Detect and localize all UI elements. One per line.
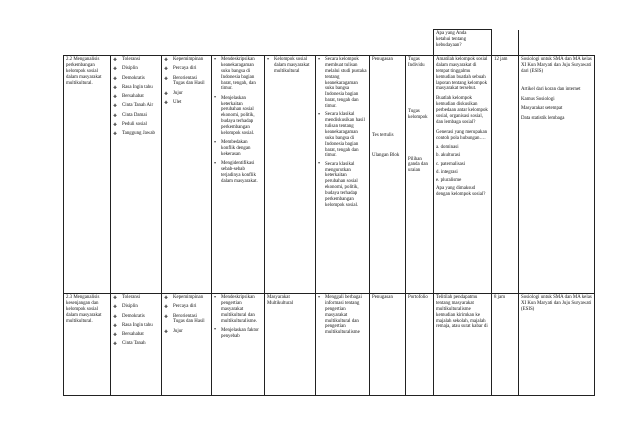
source-cell (519, 56, 595, 294)
option-item: e. pluralisme (436, 177, 462, 183)
competency-cell: 2.2 Menganalisis perkembangan kelompok sosial dalam masyarakat multikultural. (64, 56, 111, 294)
list-item: ❖ Disiplin (113, 304, 159, 310)
list-item: ❖ Berorientasi Tugas dan Hasil (164, 314, 209, 326)
form-item: Pilihan ganda dan uraian (408, 156, 428, 174)
source-item: Kamus Sosiologi (521, 96, 555, 102)
material-list (267, 57, 313, 75)
instrument-cell: Telitilah pendapatmu tentang masyarakat multikulturalisme kemudian kirimkan ke majalah sekolah, majalah remaja, atau surat kabar di (434, 294, 492, 396)
activity-cell (316, 56, 370, 294)
entrepreneur-values-cell (162, 56, 212, 294)
values-list (113, 295, 159, 347)
list-item: ❖ Rasa Ingin tahu (113, 85, 159, 91)
time-cell: 12 jam (492, 56, 519, 294)
instrument-text: Buatlah kelompok kemudian diskusikan perbedaan antar kelompok sosial, organisasi sosial, dan lembaga sosial? (436, 96, 488, 125)
list-item: • Menjelaskan keterkaitan perubahan sosial ekonomi, politik, budaya terhadap perkembangan kelompok sosial. (214, 96, 262, 137)
activity-list (318, 57, 367, 209)
form-cell (406, 56, 434, 294)
activity-list (318, 295, 367, 336)
list-item: ❖ Percaya diri (164, 304, 209, 310)
syllabus-table (63, 29, 595, 396)
list-item: • Menjelaskan faktor penyebab (214, 328, 262, 340)
indicator-cell (212, 294, 265, 396)
instrument-text: Amatilah kelompok sosial dalam masyarakat di tempat tinggalmu kemudian buatlah sebuah laporan tentang kelompok masyarakat tersebut. (436, 57, 488, 92)
entrepreneur-list (164, 57, 209, 106)
technique-cell (370, 56, 406, 294)
list-item: • Secara klasikal mengurutkan keterkaitan perubahan sosial ekonomi, politik, budaya terhadap perkembangan kelompok sosial. (318, 162, 367, 209)
list-item: ❖ Ulet (164, 100, 209, 106)
technique-item: Penugasan (372, 57, 393, 62)
technique-cell: Penugasan (370, 294, 406, 396)
activity-cell (316, 294, 370, 396)
table-row (64, 294, 595, 396)
form-item: Tugas kelompok (408, 108, 428, 120)
material-cell: Masyarakat Multikultural (265, 294, 316, 396)
question-text: Apa yang Anda (436, 31, 467, 36)
list-item: • Secara klasikal mendiskusikan hasil tulisan tentang keanekaragaman suku bangsa di Indonesia bagian barat, tengah dan timur. (318, 112, 367, 159)
source-item: Artikel dari koran dan internet (521, 86, 581, 92)
source-item: Masyarakat setempat (521, 106, 563, 112)
option-item: c. paternalisasi (436, 161, 466, 167)
list-item: ❖ Jujur (164, 91, 209, 97)
values-cell (111, 294, 162, 396)
list-item: ❖ Toleransi (113, 57, 159, 63)
list-item: • Membedakan konflik dengan kekerasan (214, 140, 262, 158)
technique-item: Ulangan Blok (372, 152, 400, 158)
list-item: ❖ Rasa Ingin tahu (113, 323, 159, 329)
list-item: ❖ Demokratis (113, 76, 159, 82)
list-item: ❖ Bersahabat (113, 94, 159, 100)
list-item: • Secara kelompok membuat tulisan melalui studi pustaka tentang keanekaragaman suku bangsa Indonesia bagian barat, tengah dan timur. (318, 57, 367, 110)
option-item: d. integrasi (436, 169, 458, 175)
continuation-row (64, 30, 595, 56)
instrument-cell (434, 56, 492, 294)
instrument-cell (434, 30, 492, 56)
list-item: ❖ Toleransi (113, 295, 159, 301)
instrument-text: Generasi yang merupakan contoh pola hubungan…. (436, 129, 488, 141)
list-item: ❖ Jujur (164, 329, 209, 335)
time-cell: 8 jam (492, 294, 519, 396)
list-item: • Kelompok sosial dalam masyarakat multikultural (267, 57, 313, 75)
form-cell: Portofolio (406, 294, 434, 396)
source-item: Sosiologi untuk SMA dan MA kelas XI Kun Maryati dan Juju Suryawati dari (ESIS) (521, 57, 592, 74)
list-item: ❖ Peduli sosial (113, 122, 159, 128)
values-cell (111, 56, 162, 294)
source-item: Data statistik lembaga (521, 116, 565, 122)
list-item: ❖ Cinta Tanah (113, 341, 159, 347)
indicator-list (214, 57, 262, 185)
source-cell: Sosiologi untuk SMA dan MA kelas XI Kun Maryati dan Juju Suryawati (ESIS) (519, 294, 595, 396)
list-item: • Mendeskripsikan pengertian masyarakat multikultural dan multikulturalisme. (214, 295, 262, 324)
material-cell (265, 56, 316, 294)
form-item: Tugas Individu (408, 57, 425, 68)
entrepreneur-list (164, 295, 209, 335)
entrepreneur-values-cell (162, 294, 212, 396)
competency-cell: 2.3 Menganalisis kesenjangan dan kelompok sosial dalam masyarakat multikultural. (64, 294, 111, 396)
list-item: ❖ Tanggung Jawab (113, 131, 159, 137)
list-item: ❖ Demokratis (113, 314, 159, 320)
list-item: ❖ Disiplin (113, 66, 159, 72)
list-item: • Mendeskripsikan keanekaragaman suku bangsa di Indonesia bagian barat, tengah, dan timur. (214, 57, 262, 92)
list-item: ❖ Percaya diri (164, 66, 209, 72)
question-text: ketahui tentang (436, 36, 467, 42)
table-row (64, 56, 595, 294)
list-item: ❖ Kepemimpinan (164, 57, 209, 63)
instrument-text: Apa yang dimaksud dengan kelompok sosial? (436, 185, 486, 197)
option-item: a. dominasi (436, 145, 459, 151)
list-item: • Mengidentifikasi sebab-sebab terjadinya konflik dalam masyarakat. (214, 161, 262, 185)
option-item: b. akulturasi (436, 153, 461, 159)
list-item: ❖ Cinta Tanah Air (113, 103, 159, 109)
list-item: ❖ Kepemimpinan (164, 295, 209, 301)
indicator-cell (212, 56, 265, 294)
list-item: ❖ Cinta Damai (113, 113, 159, 119)
indicator-list (214, 295, 262, 340)
values-list (113, 57, 159, 137)
list-item: ❖ Berorientasi Tugas dan Hasil (164, 76, 209, 88)
list-item: • Menggali berbagai informasi tentang pengertian masyarakat multikultural dan pengertian multikulturalisme (318, 295, 367, 336)
list-item: ❖ Bersahabat (113, 332, 159, 338)
technique-item: Tes tertulis (372, 132, 394, 138)
question-text: kebudayaan? (436, 42, 462, 48)
